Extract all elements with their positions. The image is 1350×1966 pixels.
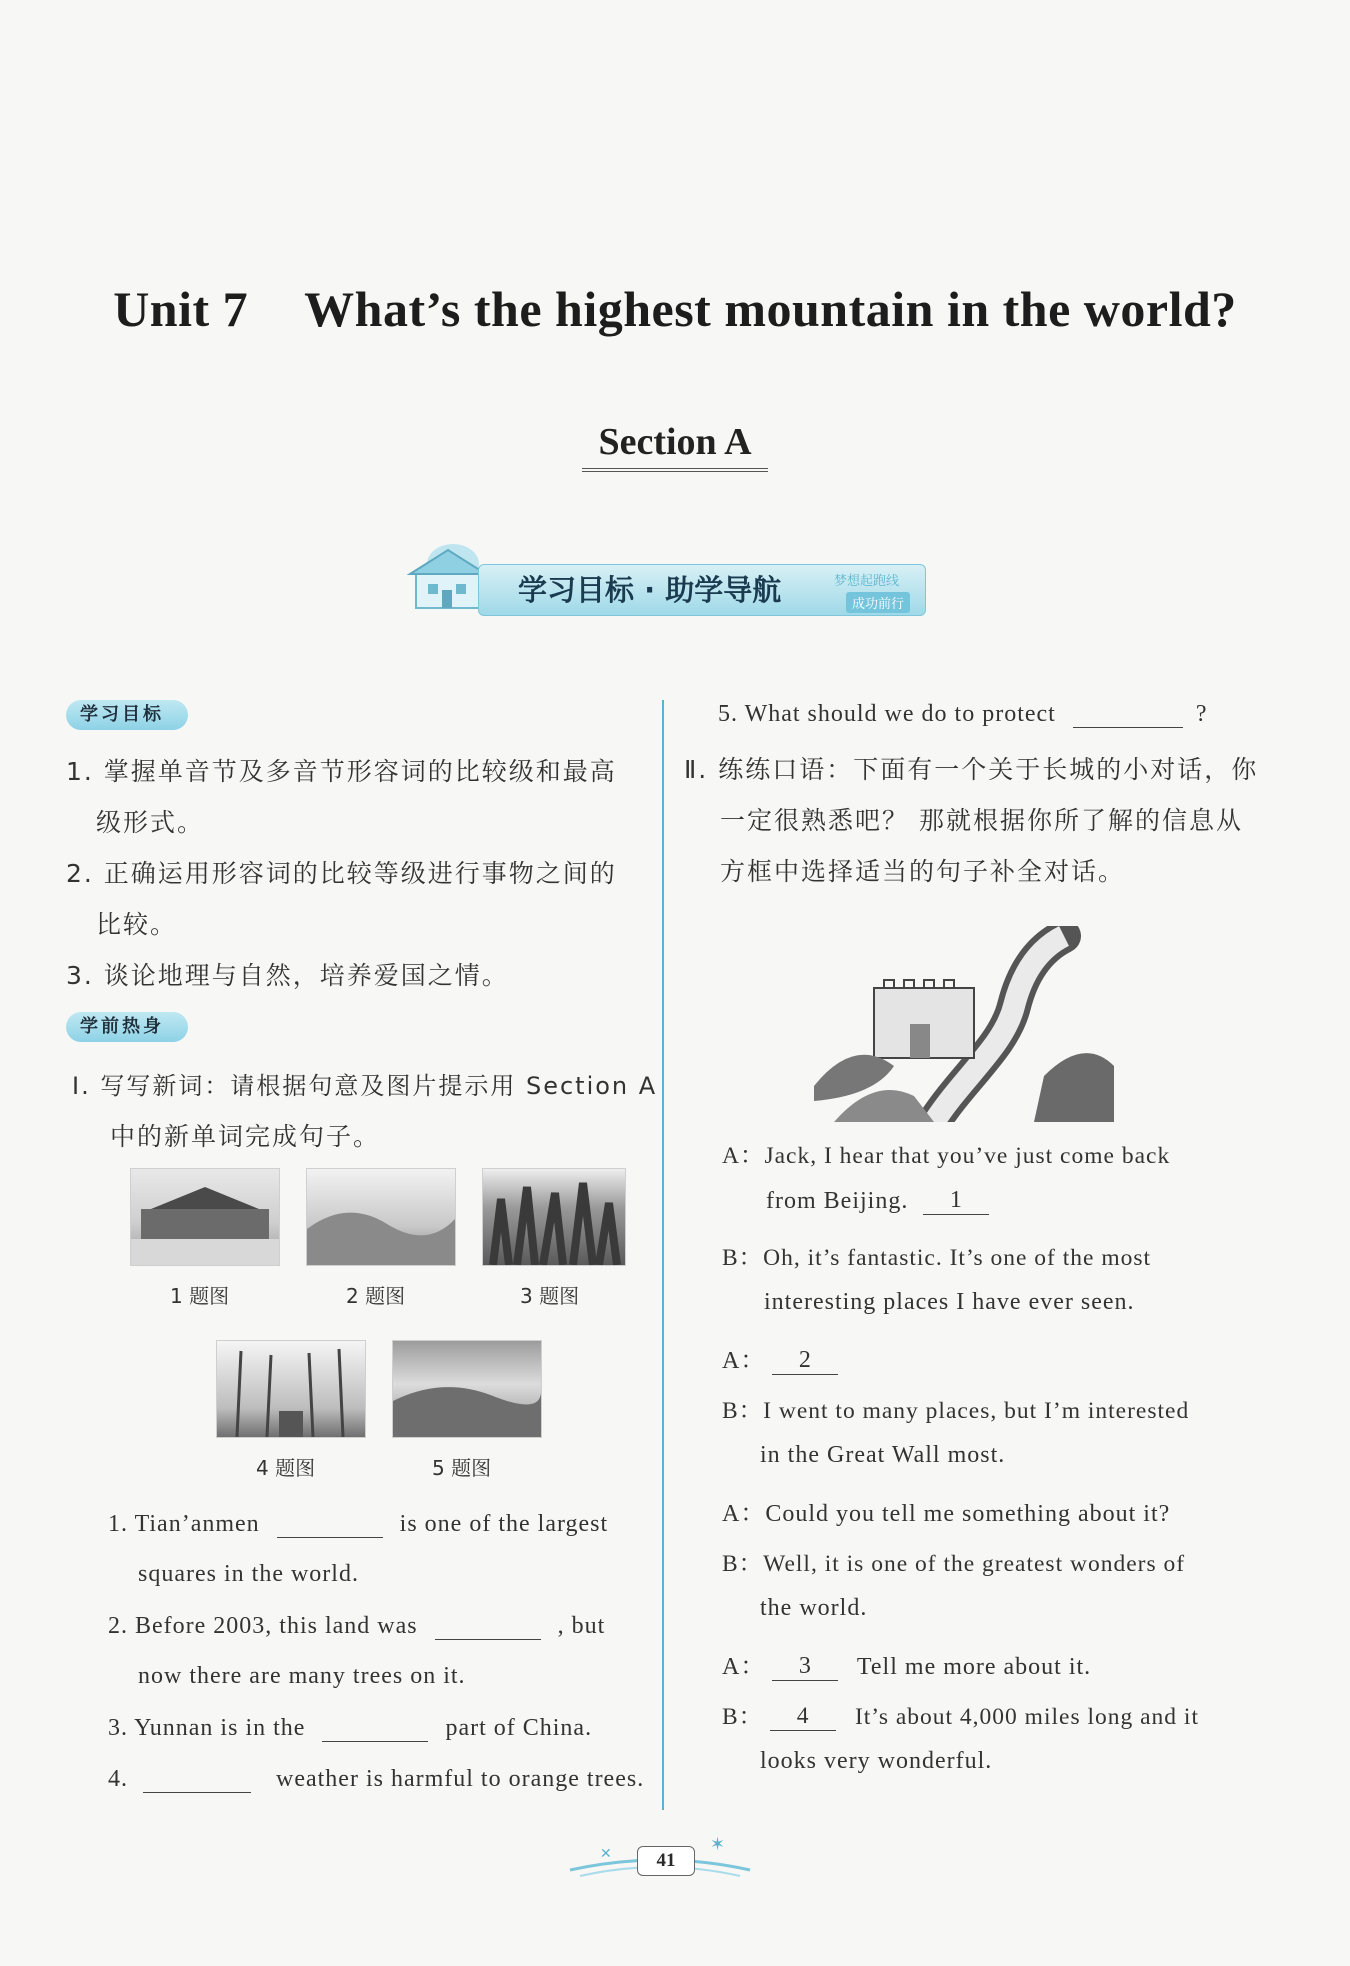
part2-heading-2: 一定很熟悉吧？ 那就根据你所了解的信息从: [720, 806, 1243, 835]
part2-heading-1: Ⅱ. 练练口语：下面有一个关于长城的小对话，你: [684, 755, 1259, 784]
answer-blank-4[interactable]: [143, 1765, 251, 1793]
dialog-blank-3[interactable]: 3: [772, 1653, 838, 1681]
study-guide-banner: [398, 536, 926, 616]
tag-warm-up: 学前热身: [66, 1012, 188, 1042]
dialog-b2-line-1: B：I went to many places, but I’m interested: [722, 1398, 1190, 1424]
unit-title: [0, 280, 1350, 338]
banner-title: 学习目标 · 助学导航: [518, 573, 782, 607]
section-heading: Section A: [0, 420, 1350, 472]
banner-slogan-2: 成功前行: [846, 592, 910, 613]
dialog-b3-line-1: B：Well, it is one of the greatest wonders of: [722, 1551, 1186, 1577]
question-4: 4. weather is harmful to orange trees.: [108, 1766, 645, 1792]
dialog-blank-2[interactable]: 2: [772, 1347, 838, 1375]
goal-1b: 级形式。: [96, 808, 205, 837]
page-number: 41: [637, 1846, 695, 1876]
dialog-b1-line-2: interesting places I have ever seen.: [764, 1289, 1135, 1315]
dialog-a4: A： 3 Tell me more about it.: [722, 1653, 1092, 1680]
dialog-b3-line-2: the world.: [760, 1595, 868, 1621]
dialog-b2-line-2: in the Great Wall most.: [760, 1442, 1006, 1468]
part2-heading-3: 方框中选择适当的句子补全对话。: [720, 857, 1126, 886]
dialog-b4-line-1: B： 4 It’s about 4,000 miles long and it: [722, 1703, 1199, 1730]
question-2-line-1: 2. Before 2003, this land was , but: [108, 1613, 606, 1639]
dialog-blank-4[interactable]: 4: [770, 1703, 836, 1731]
goal-2b: 比较。: [96, 910, 178, 939]
answer-blank-5[interactable]: [1073, 700, 1183, 728]
goal-2a: 2. 正确运用形容词的比较等级进行事物之间的: [66, 859, 617, 888]
dialog-b4-line-2: looks very wonderful.: [760, 1748, 993, 1774]
question-2-line-2: now there are many trees on it.: [138, 1663, 466, 1689]
dialog-a2: A： 2: [722, 1340, 838, 1375]
question-1-line-1: 1. Tian’anmen is one of the largest: [108, 1511, 609, 1537]
svg-text:✕: ✕: [600, 1846, 612, 1862]
unit-question: What’s the highest mountain in the world?: [304, 281, 1237, 337]
answer-blank-3[interactable]: [322, 1714, 428, 1742]
part1-heading-a: Ⅰ. 写写新词：请根据句意及图片提示用 Section A: [72, 1072, 658, 1100]
tag-learning-goals: 学习目标: [66, 700, 188, 730]
photo-stone-forest: [482, 1168, 626, 1266]
question-5: 5. What should we do to protect ?: [718, 701, 1208, 727]
question-3: 3. Yunnan is in the part of China.: [108, 1715, 593, 1741]
dialog-a1-line-2: from Beijing. 1: [766, 1187, 989, 1215]
answer-blank-1[interactable]: [277, 1510, 383, 1538]
caption-5: 5 题图: [432, 1456, 492, 1480]
part1-heading-b: 中的新单词完成句子。: [110, 1122, 381, 1151]
photo-sandstorm: [392, 1340, 542, 1438]
caption-3: 3 题图: [520, 1284, 580, 1308]
great-wall-illustration: [814, 926, 1114, 1122]
photo-desert: [306, 1168, 456, 1266]
caption-4: 4 题图: [256, 1456, 316, 1480]
question-1-line-2: squares in the world.: [138, 1561, 359, 1587]
caption-1: 1 题图: [170, 1284, 230, 1308]
photo-snowy-trees: [216, 1340, 366, 1438]
unit-number: Unit 7: [113, 281, 249, 337]
goal-1a: 1. 掌握单音节及多音节形容词的比较级和最高: [66, 757, 617, 786]
dialog-blank-1[interactable]: 1: [923, 1187, 989, 1215]
dialog-a3: A：Could you tell me something about it?: [722, 1501, 1171, 1527]
answer-blank-2[interactable]: [435, 1612, 541, 1640]
goal-3: 3. 谈论地理与自然，培养爱国之情。: [66, 961, 509, 990]
banner-slogan-1: 梦想起跑线: [834, 574, 900, 589]
dialog-b1-line-1: B：Oh, it’s fantastic. It’s one of the most: [722, 1245, 1152, 1271]
dialog-a1-line-1: A：Jack, I hear that you’ve just come back: [722, 1143, 1171, 1169]
svg-text:✶: ✶: [710, 1834, 726, 1855]
caption-2: 2 题图: [346, 1284, 406, 1308]
photo-tiananmen: [130, 1168, 280, 1266]
column-divider: [662, 700, 664, 1810]
